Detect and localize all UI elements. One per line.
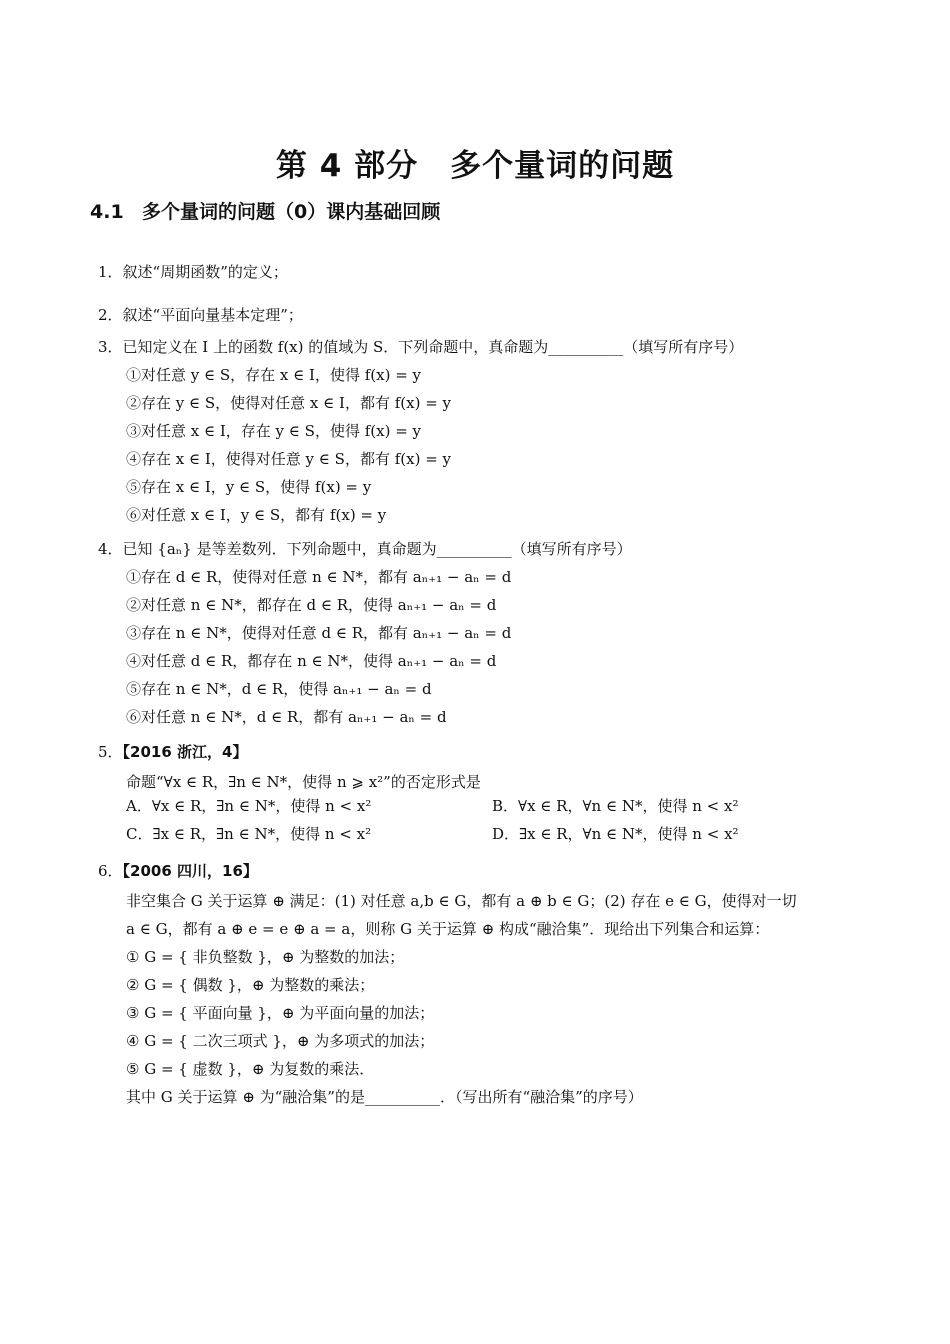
question-3-stem: 3．已知定义在 I 上的函数 f(x) 的值域为 S．下列命题中，真命题为__________（填写所有序号） xyxy=(98,338,744,356)
option-b: B．∀x ∈ R，∀n ∈ N*，使得 n < x² xyxy=(492,797,739,815)
question-6-line: ⑤ G = { 虚数 }，⊕ 为复数的乘法． xyxy=(126,1060,375,1078)
question-3-item: ③对任意 x ∈ I，存在 y ∈ S，使得 f(x) = y xyxy=(126,422,422,440)
question-3-item: ④存在 x ∈ I，使得对任意 y ∈ S，都有 f(x) = y xyxy=(126,450,452,468)
question-6-line: a ∈ G，都有 a ⊕ e = e ⊕ a = a，则称 G 关于运算 ⊕ 构成“融洽集”．现给出下列集合和运算： xyxy=(126,920,770,938)
section-title: 多个量词的问题（0）课内基础回顾 xyxy=(142,201,441,223)
option-c: C．∃x ∈ R，∃n ∈ N*，使得 n < x² xyxy=(126,825,372,843)
question-5-number: 5． xyxy=(98,743,123,761)
question-6-line: ④ G = { 二次三项式 }，⊕ 为多项式的加法； xyxy=(126,1032,435,1050)
question-1: 1．叙述“周期函数”的定义； xyxy=(98,263,288,281)
question-5-source: 【2016 浙江，4】 xyxy=(122,743,248,761)
page-title: 第 4 部分 多个量词的问题 xyxy=(275,148,675,184)
question-3-item: ⑤存在 x ∈ I，y ∈ S，使得 f(x) = y xyxy=(126,478,372,496)
question-4-item: ⑥对任意 n ∈ N*，d ∈ R，都有 aₙ₊₁ − aₙ = d xyxy=(126,708,447,726)
option-d: D．∃x ∈ R，∀n ∈ N*，使得 n < x² xyxy=(492,825,739,843)
question-5-header xyxy=(98,742,247,762)
question-6-header xyxy=(98,861,258,881)
section-number: 4.1 xyxy=(90,201,124,223)
question-2: 2．叙述“平面向量基本定理”； xyxy=(98,306,303,324)
question-4-item: ④对任意 d ∈ R，都存在 n ∈ N*，使得 aₙ₊₁ − aₙ = d xyxy=(126,652,497,670)
section-heading xyxy=(90,197,440,224)
question-6-source: 【2006 四川，16】 xyxy=(122,862,258,880)
question-6-line: 其中 G 关于运算 ⊕ 为“融洽集”的是__________．（写出所有“融洽集”的序号） xyxy=(126,1088,643,1106)
question-3-item: ①对任意 y ∈ S，存在 x ∈ I，使得 f(x) = y xyxy=(126,366,422,384)
option-a: A．∀x ∈ R，∃n ∈ N*，使得 n < x² xyxy=(126,797,372,815)
question-4-item: ③存在 n ∈ N*，使得对任意 d ∈ R，都有 aₙ₊₁ − aₙ = d xyxy=(126,624,512,642)
question-6-line: ② G = { 偶数 }，⊕ 为整数的乘法； xyxy=(126,976,375,994)
question-3-item: ⑥对任意 x ∈ I，y ∈ S，都有 f(x) = y xyxy=(126,506,387,524)
question-4-item: ⑤存在 n ∈ N*，d ∈ R，使得 aₙ₊₁ − aₙ = d xyxy=(126,680,432,698)
question-6-line: ③ G = { 平面向量 }，⊕ 为平面向量的加法； xyxy=(126,1004,435,1022)
question-4-item: ②对任意 n ∈ N*，都存在 d ∈ R，使得 aₙ₊₁ − aₙ = d xyxy=(126,596,497,614)
question-6-number: 6． xyxy=(98,862,123,880)
question-4-stem: 4．已知 {aₙ} 是等差数列．下列命题中，真命题为__________（填写所有序号） xyxy=(98,540,632,558)
question-5-stem: 命题“∀x ∈ R，∃n ∈ N*，使得 n ⩾ x²”的否定形式是 xyxy=(126,773,481,791)
question-6-line: 非空集合 G 关于运算 ⊕ 满足：(1) 对任意 a,b ∈ G，都有 a ⊕ b ∈ G；(2) 存在 e ∈ G，使得对一切 xyxy=(126,892,797,910)
question-6-line: ① G = { 非负整数 }，⊕ 为整数的加法； xyxy=(126,948,405,966)
question-3-item: ②存在 y ∈ S，使得对任意 x ∈ I，都有 f(x) = y xyxy=(126,394,452,412)
question-4-item: ①存在 d ∈ R，使得对任意 n ∈ N*，都有 aₙ₊₁ − aₙ = d xyxy=(126,568,512,586)
